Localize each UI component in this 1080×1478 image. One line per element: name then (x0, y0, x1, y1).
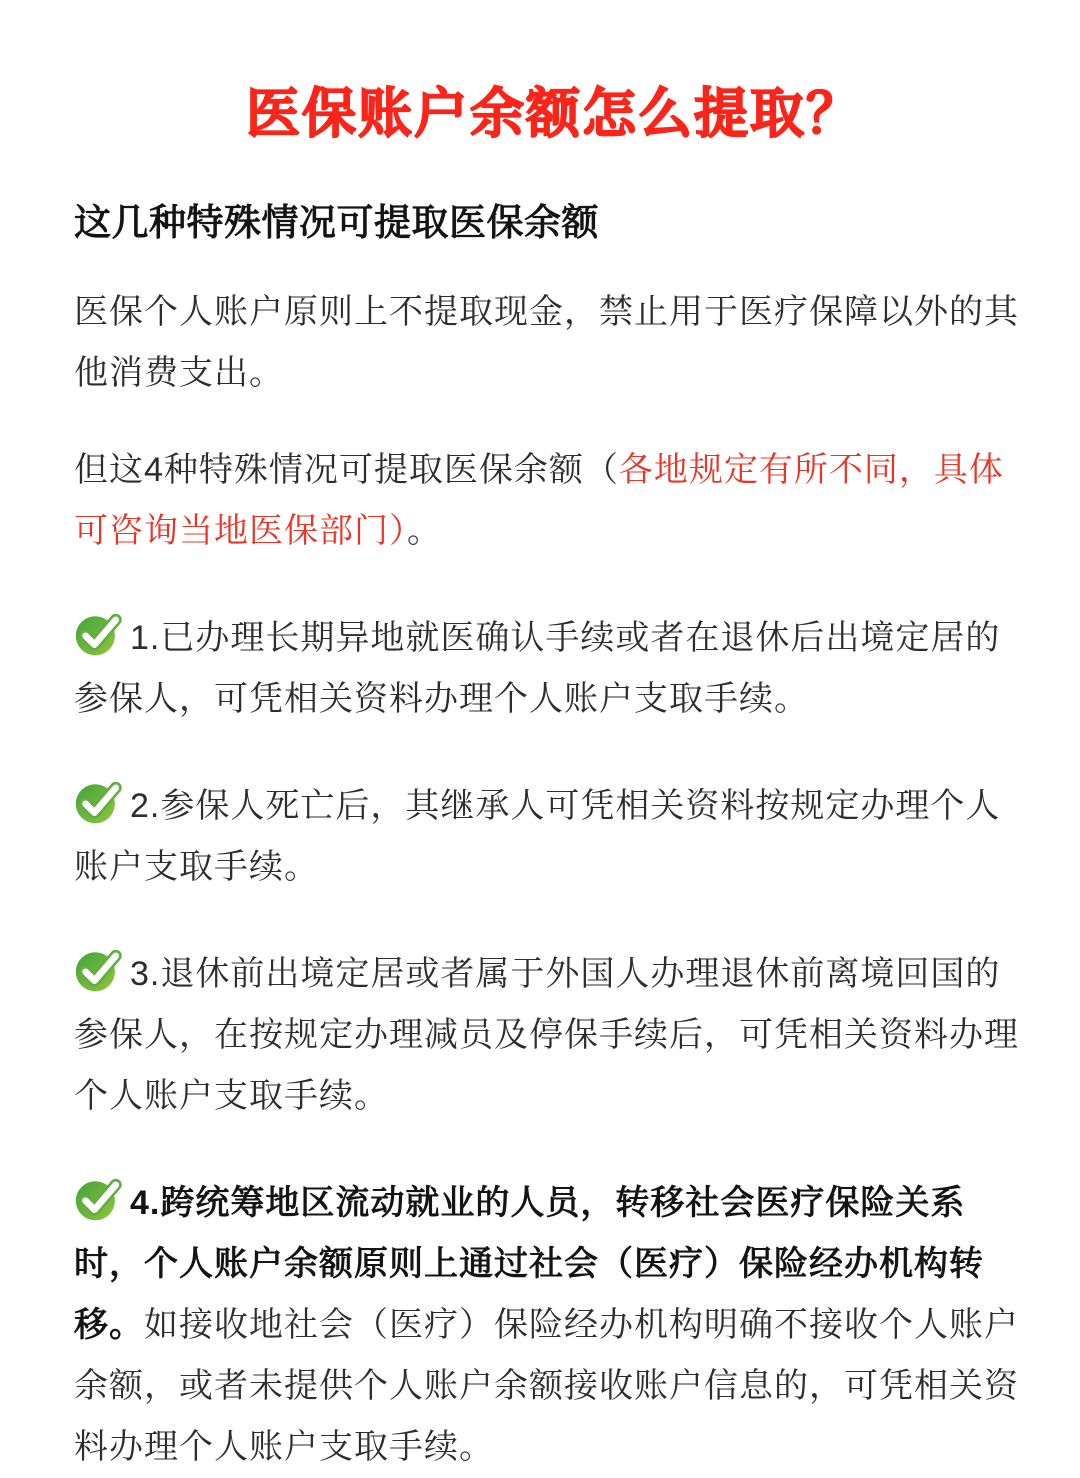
note-paragraph (74, 440, 1034, 562)
section-heading: 这几种特殊情况可提取医保余额 (74, 202, 599, 243)
list-item-1-text: 1.已办理长期异地就医确认手续或者在退休后出境定居的参保人，可凭相关资料办理个人账户支取手续。 (74, 619, 1001, 718)
list-item-2 (74, 776, 1034, 898)
page-title: 医保账户余额怎么提取？ (246, 84, 862, 144)
green-check-icon (74, 946, 122, 994)
list-item-4-bold-text: 4.跨统筹地区流动就业的人员，转移社会医疗保险关系时，个人账户余额原则上通过社会（医疗）保险经办机构转移。 (74, 1184, 984, 1344)
note-highlight: 各地规定有所不同，具体可咨询当地医保部门） (74, 451, 1004, 550)
list-item-3-text: 3.退休前出境定居或者属于外国人办理退休前离境回国的参保人，在按规定办理减员及停保手续后，可凭相关资料办理个人账户支取手续。 (74, 955, 1019, 1115)
green-check-icon (74, 610, 122, 658)
list-item-2-text: 2.参保人死亡后，其继承人可凭相关资料按规定办理个人账户支取手续。 (74, 787, 1001, 886)
green-check-icon (74, 1175, 122, 1223)
intro-paragraph: 医保个人账户原则上不提取现金，禁止用于医疗保障以外的其他消费支出。 (74, 293, 1019, 392)
note-suffix: 。 (407, 512, 442, 550)
list-item-1 (74, 608, 1034, 730)
list-item-3 (74, 944, 1034, 1127)
list-item-4 (74, 1173, 1034, 1478)
list-item-4-rest-text: 如接收地社会（医疗）保险经办机构明确不接收个人账户余额，或者未提供个人账户余额接收账户信息的，可凭相关资料办理个人账户支取手续。 (74, 1306, 1019, 1466)
note-prefix: 但这4种特殊情况可提取医保余额（ (74, 451, 619, 489)
green-check-icon (74, 778, 122, 826)
